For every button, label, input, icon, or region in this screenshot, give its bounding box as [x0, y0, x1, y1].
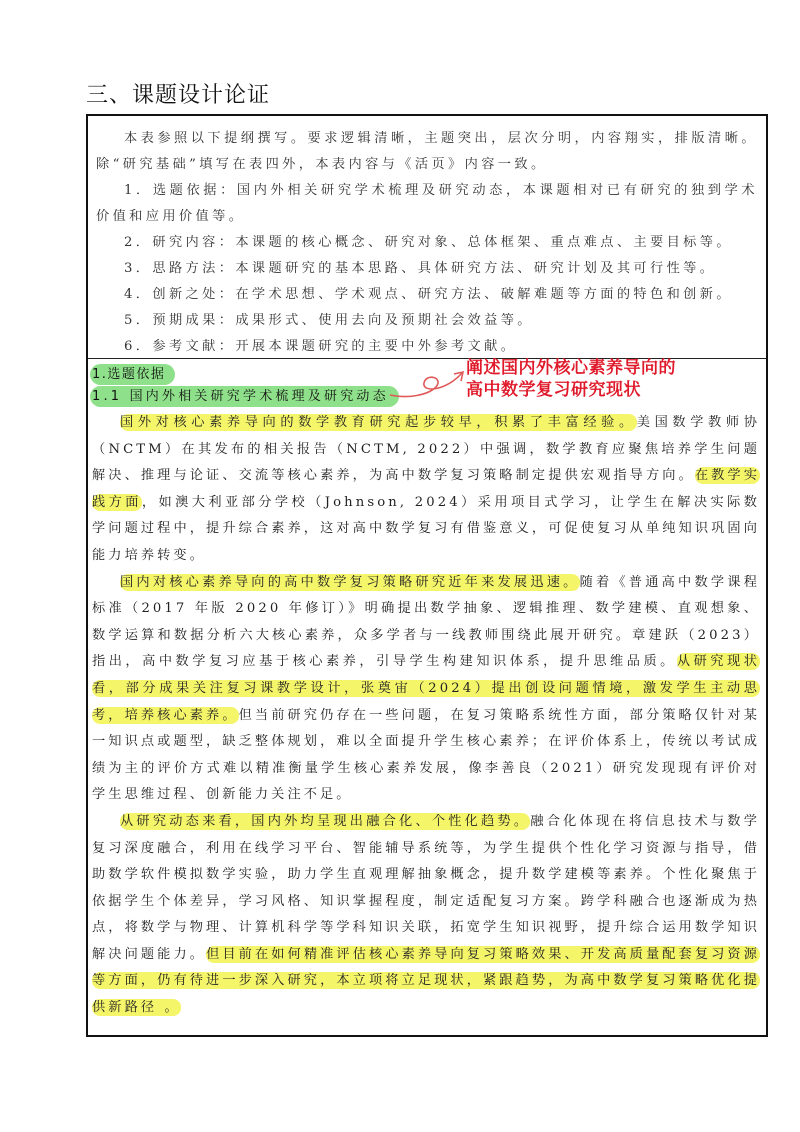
guide-item-2: 2．研究内容：本课题的核心概念、研究对象、总体框架、重点难点、主要目标等。: [124, 235, 733, 250]
guide-item-4: 4．创新之处：在学术思想、学术观点、研究方法、破解难题等方面的特色和创新。: [124, 287, 733, 302]
section-title: 三、课题设计论证: [86, 83, 271, 108]
annotation-line-1: 阐述国内外核心素养导向的: [466, 358, 676, 378]
paragraph-research-trends: [92, 809, 760, 1022]
paragraph-text: 但当前研究仍存在一些问题，在复习策略系统性方面，部分策略仅针对某一知识点或题型，缺乏整体规划，难以全面提升学生核心素养；在评价体系上，传统以考试成绩为主的评价方式难以精准衡量学生核心素养发展，像李善良（2021）研究发现现有评价对学生思维过程、创新能力关注不足。: [92, 707, 760, 803]
paragraph-text: 融合化体现在将信息技术与数学复习深度融合，利用在线学习平台、智能辅导系统等，为学生提供个性化学习资源与指导，借助数学软件模拟数学实验，助力学生直观理解抽象概念，提升数学建模等素养。个性化聚焦于依据学生个体差异，学习风格、知识掌握程度，制定适配复习方案。跨学科融合也逐渐成为热点，将数学与物理、计算机科学等学科知识关联，拓宽学生知识视野，提升综合运用数学知识解决问题能力。: [92, 813, 761, 962]
paragraph-text: 随着《普通高中数学课程标准（2017 年版 2020 年修订）》明确提出数学抽象、逻辑推理、数学建模、直观想象、数学运算和数据分析六大核心素养，众多学者与一线教师围绕此展开研究。章建跃（2023）指出，高中数学复习应基于核心素养，引导学生构建知识体系，提升思维品质。: [92, 574, 760, 670]
paragraph-domestic-research: [92, 570, 760, 809]
highlight-foreign-summary: 国外对核心素养导向的数学教育研究起步较早，积累了丰富经验。: [120, 415, 637, 430]
heading-research-review: 1.1 国内外相关研究学术梳理及研究动态: [90, 386, 399, 407]
paragraph-text: 美国数学教师协（NCTM）在其发布的相关报告（NCTM, 2022）中强调，数学教育应聚焦培养学生问题解决、推理与论证、交流等核心素养，为高中数学复习策略制定提供宏观指导方向。: [92, 415, 760, 484]
heading-selection-basis: 1.选题依据: [90, 364, 175, 385]
guide-item-3: 3．思路方法：本课题研究的基本思路、具体研究方法、研究计划及其可行性等。: [124, 261, 717, 276]
paragraph-text: ，如澳大利亚部分学校（Johnson, 2024）采用项目式学习，让学生在解决实际数学问题过程中，提升综合素养，这对高中数学复习有借鉴意义，可促使复习从单纯知识巩固向能力培养转变。: [92, 494, 760, 563]
highlight-practice: 在教学实践方面: [92, 468, 760, 510]
highlight-research-status: 从研究现状看，部分成果关注复习课教学设计，张奠宙（2024）提出创设问题情境，激发学生主动思考，培养核心素养。: [92, 654, 761, 723]
guide-item-1: 1．选题依据：国内外相关研究学术梳理及研究动态，本课题相对已有研究的独到学术价值和应用价值等。: [96, 183, 758, 224]
highlight-domestic-summary: 国内对核心素养导向的高中数学复习策略研究近年来发展迅速。: [120, 574, 580, 590]
writing-guide-cell: [88, 116, 766, 359]
design-argument-table: [86, 114, 768, 1037]
guide-intro: 本表参照以下提纲撰写。要求逻辑清晰，主题突出，层次分明，内容翔实，排版清晰。除“研究基础”填写在表四外，本表内容与《活页》内容一致。: [96, 131, 758, 172]
highlight-trends-summary: 从研究动态来看，国内外均呈现出融合化、个性化趋势。: [120, 813, 531, 829]
guide-item-5: 5．预期成果：成果形式、使用去向及预期社会效益等。: [124, 313, 534, 328]
handwritten-arrow-icon: [388, 365, 468, 401]
annotation-line-2: 高中数学复习研究现状: [466, 380, 641, 400]
paragraph-foreign-research: [92, 410, 760, 570]
content-cell: [88, 359, 766, 1035]
highlight-project-positioning: 但目前在如何精准评估核心素养导向复习策略效果、开发高质量配套复习资源等方面，仍有待进一步深入研究，本立项将立足现状，紧跟趋势，为高中数学复习策略优化提供新路径 。: [92, 946, 761, 1016]
guide-item-6: 6．参考文献：开展本课题研究的主要中外参考文献。: [124, 339, 518, 354]
handwritten-annotation: [466, 357, 676, 401]
